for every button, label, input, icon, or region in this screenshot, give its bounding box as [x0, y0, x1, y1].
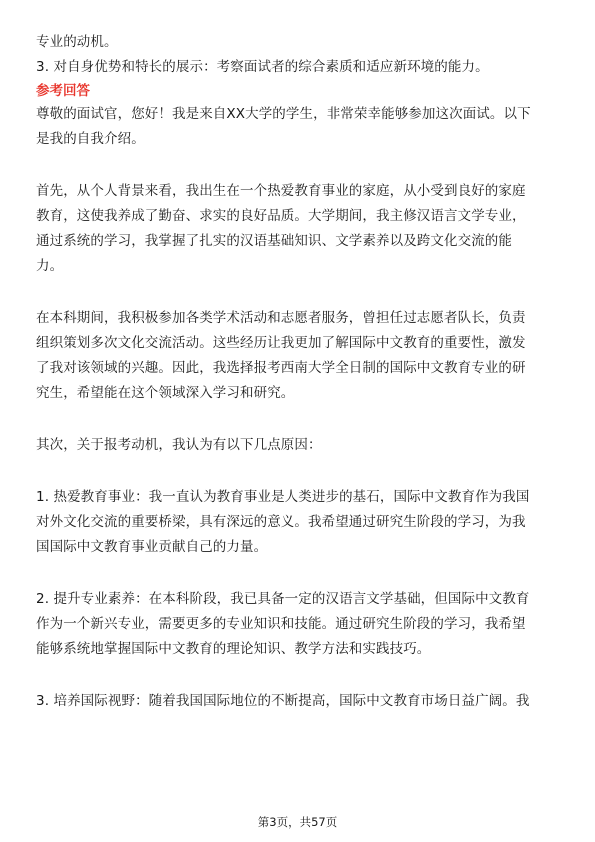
- text-line: 其次，关于报考动机，我认为有以下几点原因：: [36, 437, 322, 453]
- text-line: 教育，这使我养成了勤奋、求实的良好品质。大学期间，我主修汉语言文学专业，: [36, 208, 526, 224]
- text-line: 究生，希望能在这个领域深入学习和研究。: [36, 385, 295, 401]
- paragraph: [36, 306, 559, 406]
- list-item: [36, 587, 559, 662]
- text-line: 作为一个新兴专业，需要更多的专业知识和技能。通过研究生阶段的学习，我希望: [36, 616, 526, 632]
- text-line: 国国际中文教育事业贡献自己的力量。: [36, 539, 268, 555]
- text-line: 通过系统的学习，我掌握了扎实的汉语基础知识、文学素养以及跨文化交流的能: [36, 233, 512, 249]
- text-line: 2. 提升专业素养：在本科阶段，我已具备一定的汉语言文学基础，但国际中文教育: [36, 591, 530, 607]
- text-line: 对外文化交流的重要桥梁，具有深远的意义。我希望通过研究生阶段的学习，为我: [36, 514, 526, 530]
- list-item: [36, 689, 559, 714]
- text-line: 尊敬的面试官，您好！我是来自XX大学的学生，非常荣幸能够参加这次面试。以下: [36, 106, 531, 122]
- text-line: 组织策划多次文化交流活动。这些经历让我更加了解国际中文教育的重要性，激发: [36, 335, 526, 351]
- document-body: [36, 30, 559, 714]
- paragraph: [36, 102, 559, 152]
- page-number-footer: 第3页，共57页: [257, 815, 338, 829]
- text-line: 首先，从个人背景来看，我出生在一个热爱教育事业的家庭，从小受到良好的家庭: [36, 183, 526, 199]
- text-line: 了我对该领域的兴趣。因此，我选择报考西南大学全日制的国际中文教育专业的研: [36, 360, 526, 376]
- text-line: 能够系统地掌握国际中文教育的理论知识、教学方法和实践技巧。: [36, 641, 431, 657]
- text-line: 1. 热爱教育事业：我一直认为教育事业是人类进步的基石，国际中文教育作为我国: [36, 489, 530, 505]
- text-line: 是我的自我介绍。: [36, 131, 145, 147]
- answer-heading: 参考回答: [36, 83, 90, 99]
- list-item: [36, 485, 559, 560]
- text-line: 力。: [36, 258, 64, 274]
- text-line: 3. 培养国际视野：随着我国国际地位的不断提高，国际中文教育市场日益广阔。我: [36, 693, 530, 709]
- text-line: 在本科期间，我积极参加各类学术活动和志愿者服务，曾担任过志愿者队长，负责: [36, 310, 526, 326]
- text-line: 3. 对自身优势和特长的展示：考察面试者的综合素质和适应新环境的能力。: [36, 59, 489, 75]
- text-line: 专业的动机。: [36, 34, 118, 50]
- paragraph: [36, 179, 559, 279]
- paragraph: [36, 433, 559, 458]
